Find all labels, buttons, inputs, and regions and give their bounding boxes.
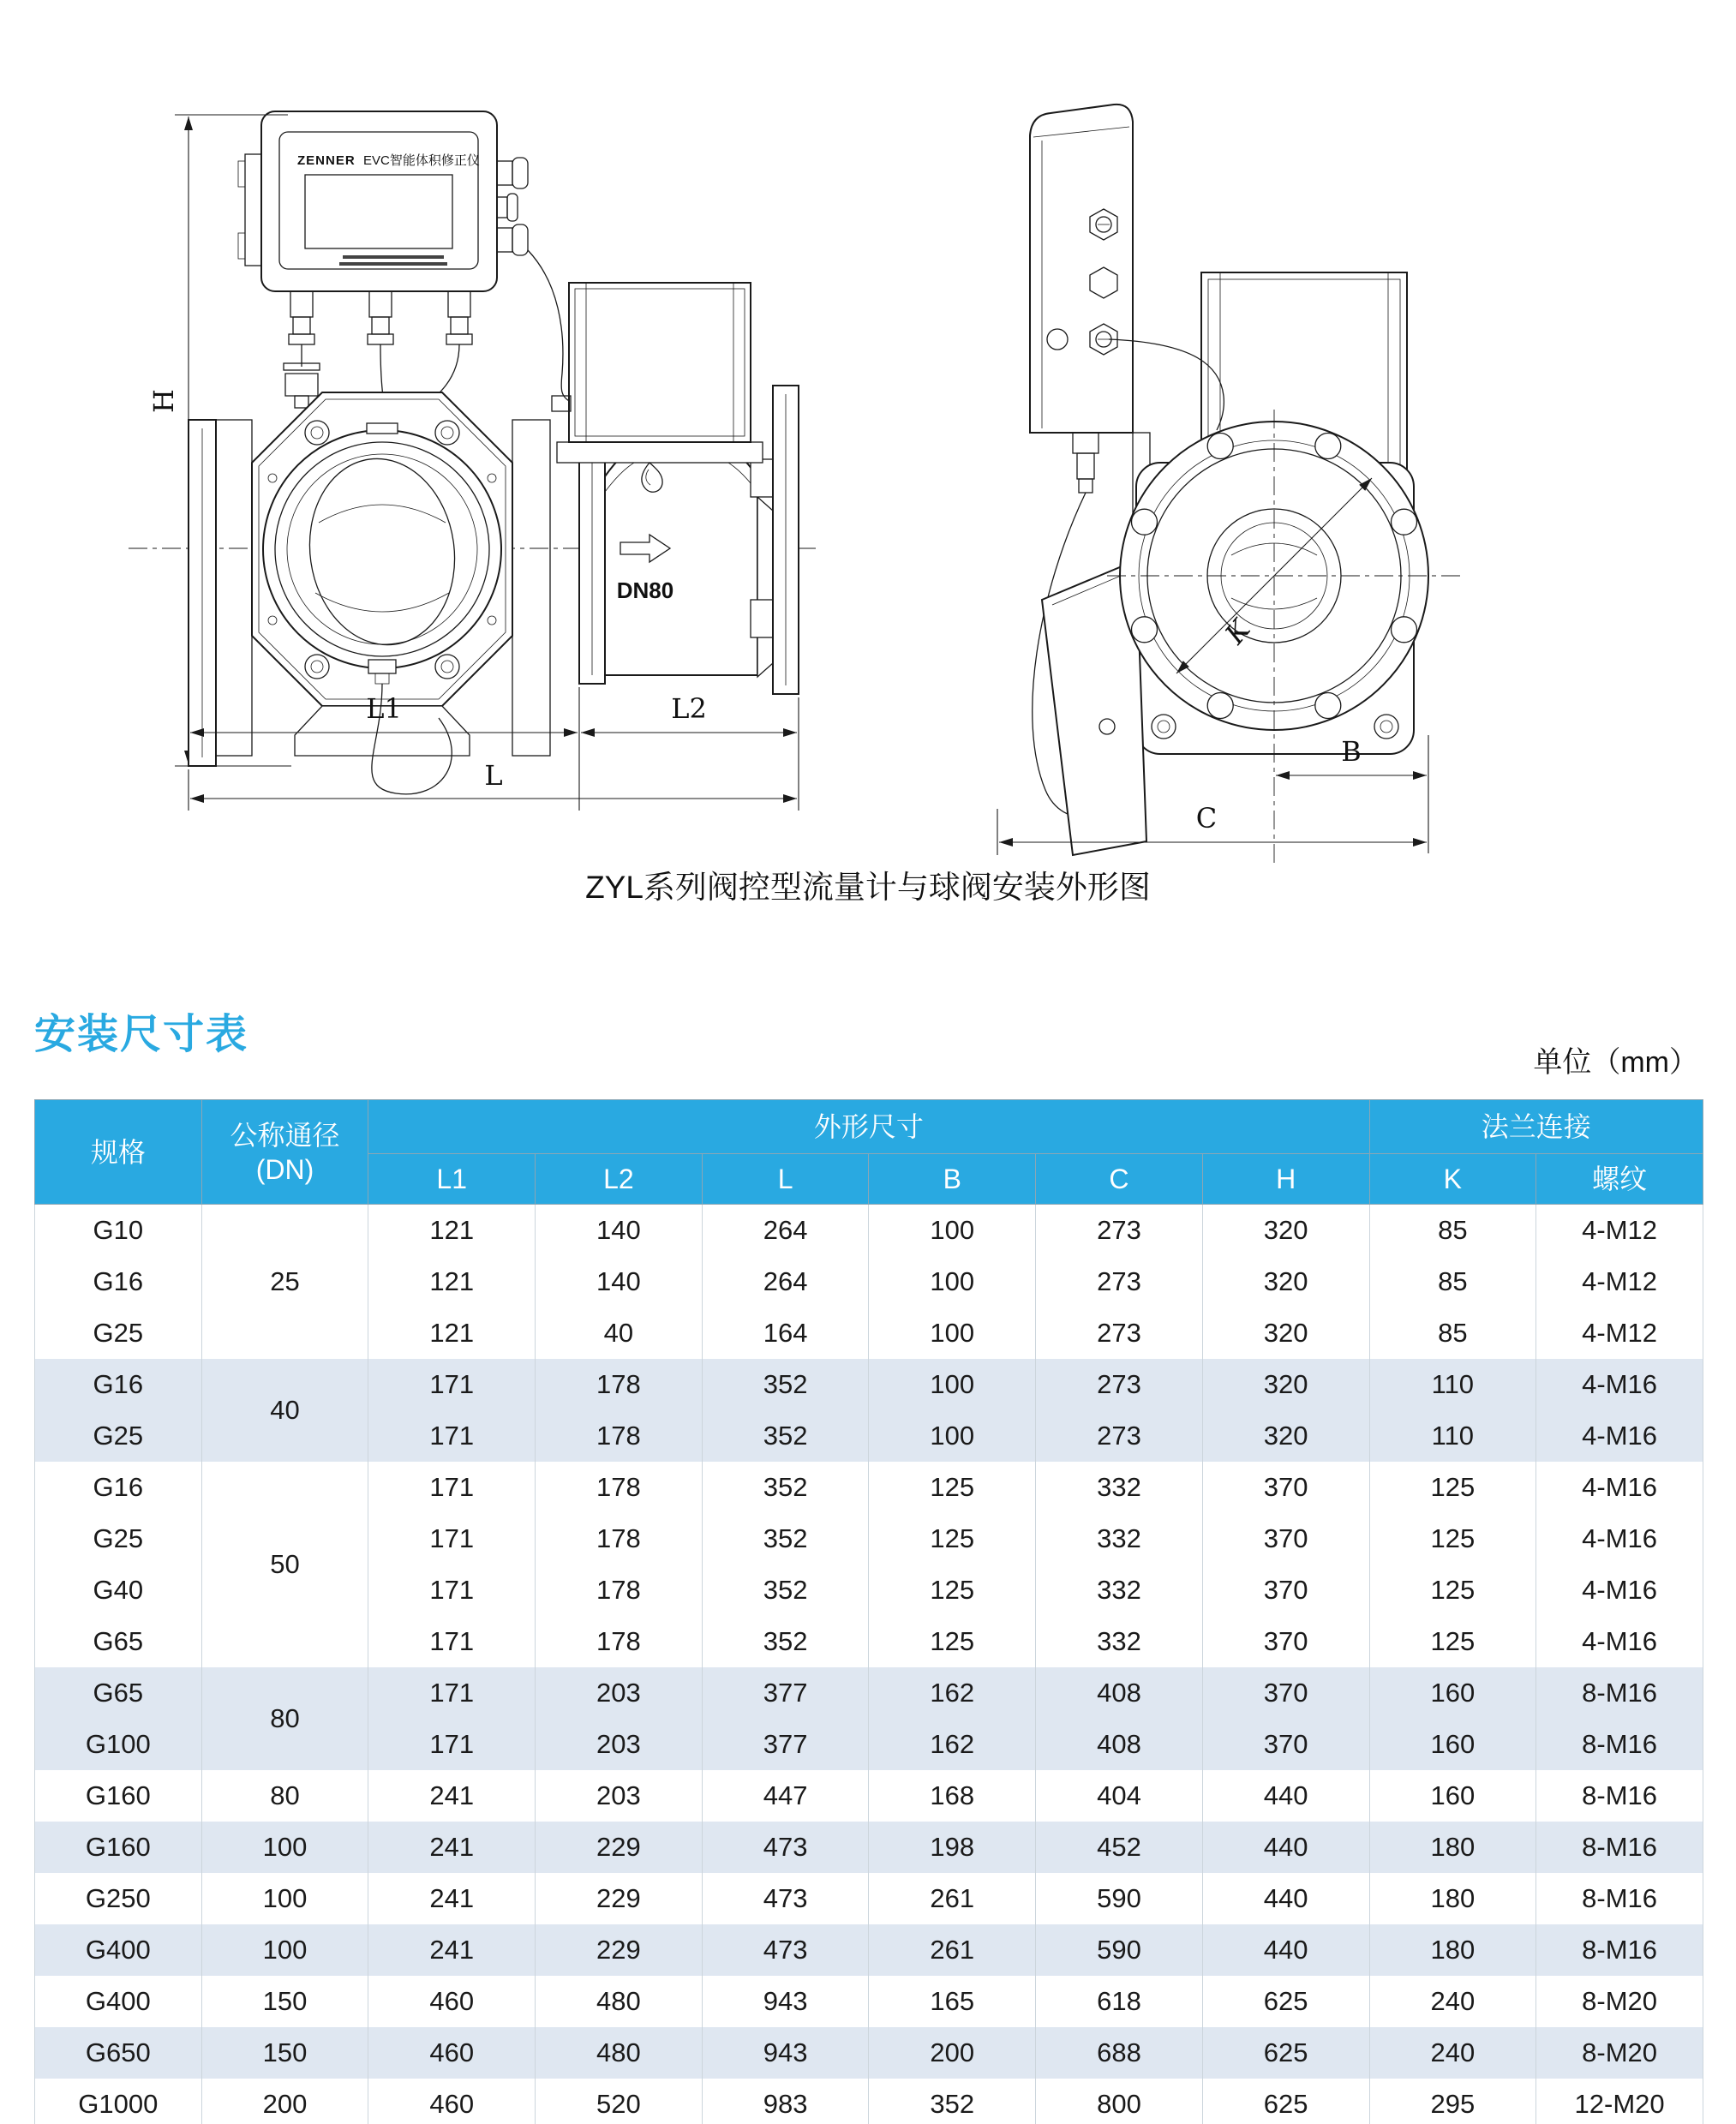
value-cell: 198	[869, 1822, 1036, 1873]
col-header-k: K	[1369, 1154, 1536, 1205]
col-group-flange: 法兰连接	[1369, 1100, 1703, 1154]
value-cell: 40	[536, 1307, 703, 1359]
col-group-outline: 外形尺寸	[368, 1100, 1369, 1154]
value-cell: 4-M16	[1536, 1462, 1703, 1513]
lcd-screen	[305, 175, 452, 248]
dn-cell: 150	[201, 1976, 368, 2027]
value-cell: 447	[702, 1770, 869, 1822]
value-cell: 332	[1036, 1616, 1203, 1667]
value-cell: 164	[702, 1307, 869, 1359]
value-cell: 100	[869, 1359, 1036, 1410]
value-cell: 229	[536, 1822, 703, 1873]
value-cell: 4-M12	[1536, 1256, 1703, 1307]
dn-cell: 200	[201, 2079, 368, 2124]
table-body	[35, 1205, 1703, 2124]
value-cell: 320	[1202, 1205, 1369, 1257]
value-cell: 332	[1036, 1565, 1203, 1616]
value-cell: 273	[1036, 1359, 1203, 1410]
value-cell: 121	[368, 1256, 536, 1307]
spec-cell: G25	[35, 1513, 202, 1565]
dim-label-h: H	[147, 389, 180, 413]
dim-label-k: K	[1218, 613, 1257, 650]
model-label: EVC智能体积修正仪	[363, 153, 480, 168]
valve-actuator	[569, 283, 751, 442]
value-cell: 377	[702, 1667, 869, 1719]
value-cell: 800	[1036, 2079, 1203, 2124]
table-row	[35, 1873, 1703, 1924]
value-cell: 85	[1369, 1205, 1536, 1257]
table-row	[35, 1770, 1703, 1822]
value-cell: 125	[1369, 1462, 1536, 1513]
head-fittings	[284, 291, 472, 408]
value-cell: 264	[702, 1205, 869, 1257]
value-cell: 125	[1369, 1513, 1536, 1565]
dim-label-l1: L1	[366, 692, 402, 725]
value-cell: 320	[1202, 1410, 1369, 1462]
value-cell: 983	[702, 2079, 869, 2124]
value-cell: 162	[869, 1667, 1036, 1719]
value-cell: 4-M16	[1536, 1359, 1703, 1410]
dimensions-table	[34, 1099, 1703, 2124]
value-cell: 320	[1202, 1307, 1369, 1359]
value-cell: 460	[368, 1976, 536, 2027]
value-cell: 171	[368, 1616, 536, 1667]
fine-print-line	[343, 255, 444, 259]
front-view	[129, 111, 821, 811]
spec-cell: G16	[35, 1256, 202, 1307]
value-cell: 125	[869, 1513, 1036, 1565]
value-cell: 125	[869, 1565, 1036, 1616]
spec-cell: G10	[35, 1205, 202, 1257]
dn-cell: 80	[201, 1770, 368, 1822]
value-cell: 125	[869, 1462, 1036, 1513]
cable-glands	[497, 158, 528, 255]
table-row	[35, 1667, 1703, 1719]
value-cell: 203	[536, 1667, 703, 1719]
value-cell: 4-M16	[1536, 1513, 1703, 1565]
spec-cell: G400	[35, 1976, 202, 2027]
value-cell: 171	[368, 1719, 536, 1770]
value-cell: 352	[702, 1410, 869, 1462]
value-cell: 171	[368, 1359, 536, 1410]
dim-label-c: C	[1195, 802, 1218, 835]
value-cell: 261	[869, 1873, 1036, 1924]
value-cell: 180	[1369, 1873, 1536, 1924]
value-cell: 440	[1202, 1873, 1369, 1924]
value-cell: 229	[536, 1873, 703, 1924]
value-cell: 180	[1369, 1822, 1536, 1873]
value-cell: 110	[1369, 1359, 1536, 1410]
value-cell: 125	[1369, 1565, 1536, 1616]
value-cell: 229	[536, 1924, 703, 1976]
dn-cell: 80	[201, 1667, 368, 1770]
value-cell: 320	[1202, 1359, 1369, 1410]
col-header-l2: L2	[536, 1154, 703, 1205]
value-cell: 264	[702, 1256, 869, 1307]
col-header-dn-line2: (DN)	[255, 1153, 314, 1185]
value-cell: 100	[869, 1307, 1036, 1359]
actuator-gland	[552, 396, 571, 411]
value-cell: 241	[368, 1873, 536, 1924]
unit-note: 单位（mm）	[1533, 1046, 1698, 1079]
value-cell: 352	[869, 2079, 1036, 2124]
value-cell: 273	[1036, 1256, 1203, 1307]
dimension-h	[147, 115, 291, 766]
col-header-l1: L1	[368, 1154, 536, 1205]
value-cell: 125	[1369, 1616, 1536, 1667]
table-row	[35, 1976, 1703, 2027]
value-cell: 352	[702, 1359, 869, 1410]
table-row	[35, 1359, 1703, 1410]
value-cell: 520	[536, 2079, 703, 2124]
dn-cell: 40	[201, 1359, 368, 1462]
spec-cell: G160	[35, 1822, 202, 1873]
value-cell: 473	[702, 1822, 869, 1873]
dn-cell: 100	[201, 1873, 368, 1924]
col-header-c: C	[1036, 1154, 1203, 1205]
col-header-dn	[201, 1100, 368, 1205]
meter-body	[189, 392, 550, 794]
value-cell: 8-M16	[1536, 1719, 1703, 1770]
value-cell: 4-M12	[1536, 1307, 1703, 1359]
drawing-caption: ZYL系列阀控型流量计与球阀安装外形图	[585, 870, 1151, 905]
value-cell: 100	[869, 1205, 1036, 1257]
col-header-thread: 螺纹	[1536, 1154, 1703, 1205]
fine-print-line	[339, 262, 447, 266]
value-cell: 203	[536, 1770, 703, 1822]
value-cell: 171	[368, 1410, 536, 1462]
value-cell: 408	[1036, 1719, 1203, 1770]
value-cell: 171	[368, 1513, 536, 1565]
value-cell: 200	[869, 2027, 1036, 2079]
value-cell: 352	[702, 1462, 869, 1513]
dn-cell: 150	[201, 2027, 368, 2079]
display-head-side	[1030, 105, 1150, 561]
value-cell: 241	[368, 1924, 536, 1976]
value-cell: 241	[368, 1822, 536, 1873]
value-cell: 4-M12	[1536, 1205, 1703, 1257]
spec-cell: G25	[35, 1307, 202, 1359]
value-cell: 943	[702, 1976, 869, 2027]
value-cell: 618	[1036, 1976, 1203, 2027]
value-cell: 295	[1369, 2079, 1536, 2124]
value-cell: 100	[869, 1256, 1036, 1307]
col-header-b: B	[869, 1154, 1036, 1205]
dim-label-l: L	[484, 759, 503, 792]
value-cell: 100	[869, 1410, 1036, 1462]
brand-label: ZENNER	[297, 153, 356, 168]
spec-cell: G16	[35, 1359, 202, 1410]
value-cell: 273	[1036, 1205, 1203, 1257]
value-cell: 590	[1036, 1924, 1203, 1976]
value-cell: 352	[702, 1565, 869, 1616]
value-cell: 85	[1369, 1307, 1536, 1359]
value-cell: 4-M16	[1536, 1410, 1703, 1462]
value-cell: 370	[1202, 1667, 1369, 1719]
actuator-base	[557, 442, 763, 463]
table-row	[35, 1822, 1703, 1873]
value-cell: 625	[1202, 1976, 1369, 2027]
value-cell: 85	[1369, 1256, 1536, 1307]
value-cell: 171	[368, 1667, 536, 1719]
value-cell: 332	[1036, 1462, 1203, 1513]
value-cell: 352	[702, 1513, 869, 1565]
value-cell: 240	[1369, 2027, 1536, 2079]
value-cell: 370	[1202, 1719, 1369, 1770]
value-cell: 261	[869, 1924, 1036, 1976]
value-cell: 404	[1036, 1770, 1203, 1822]
value-cell: 408	[1036, 1667, 1203, 1719]
value-cell: 370	[1202, 1462, 1369, 1513]
value-cell: 473	[702, 1873, 869, 1924]
table-row	[35, 1205, 1703, 1257]
spec-cell: G650	[35, 2027, 202, 2079]
value-cell: 178	[536, 1616, 703, 1667]
value-cell: 352	[702, 1616, 869, 1667]
value-cell: 8-M20	[1536, 1976, 1703, 2027]
value-cell: 241	[368, 1770, 536, 1822]
value-cell: 377	[702, 1719, 869, 1770]
value-cell: 4-M16	[1536, 1616, 1703, 1667]
value-cell: 178	[536, 1513, 703, 1565]
value-cell: 8-M16	[1536, 1822, 1703, 1873]
pipe-size-label: DN80	[616, 577, 674, 603]
spec-cell: G25	[35, 1410, 202, 1462]
value-cell: 180	[1369, 1924, 1536, 1976]
value-cell: 943	[702, 2027, 869, 2079]
value-cell: 203	[536, 1719, 703, 1770]
value-cell: 332	[1036, 1513, 1203, 1565]
value-cell: 240	[1369, 1976, 1536, 2027]
value-cell: 121	[368, 1205, 536, 1257]
value-cell: 178	[536, 1565, 703, 1616]
value-cell: 165	[869, 1976, 1036, 2027]
dn-cell: 50	[201, 1462, 368, 1667]
value-cell: 168	[869, 1770, 1036, 1822]
value-cell: 370	[1202, 1565, 1369, 1616]
value-cell: 140	[536, 1256, 703, 1307]
spec-cell: G160	[35, 1770, 202, 1822]
value-cell: 171	[368, 1565, 536, 1616]
dn-cell: 25	[201, 1205, 368, 1360]
dimension-table-wrapper	[34, 1099, 1703, 2124]
value-cell: 125	[869, 1616, 1036, 1667]
value-cell: 320	[1202, 1256, 1369, 1307]
value-cell: 171	[368, 1462, 536, 1513]
value-cell: 480	[536, 2027, 703, 2079]
ball-valve	[552, 283, 799, 694]
dim-label-l2: L2	[671, 692, 707, 725]
value-cell: 8-M16	[1536, 1924, 1703, 1976]
value-cell: 273	[1036, 1410, 1203, 1462]
spec-cell: G65	[35, 1616, 202, 1667]
dn-cell: 100	[201, 1924, 368, 1976]
display-head	[238, 111, 569, 425]
value-cell: 4-M16	[1536, 1565, 1703, 1616]
technical-drawing	[0, 0, 1736, 917]
value-cell: 625	[1202, 2027, 1369, 2079]
table-row	[35, 1924, 1703, 1976]
spec-cell: G250	[35, 1873, 202, 1924]
valve-body	[605, 437, 757, 675]
value-cell: 178	[536, 1410, 703, 1462]
value-cell: 162	[869, 1719, 1036, 1770]
value-cell: 452	[1036, 1822, 1203, 1873]
value-cell: 273	[1036, 1307, 1203, 1359]
value-cell: 8-M16	[1536, 1667, 1703, 1719]
section-title: 安装尺寸表	[34, 1012, 249, 1057]
value-cell: 480	[536, 1976, 703, 2027]
value-cell: 160	[1369, 1667, 1536, 1719]
table-row	[35, 2027, 1703, 2079]
col-header-h: H	[1202, 1154, 1369, 1205]
value-cell: 688	[1036, 2027, 1203, 2079]
value-cell: 370	[1202, 1513, 1369, 1565]
value-cell: 440	[1202, 1822, 1369, 1873]
dim-label-b: B	[1341, 735, 1362, 768]
value-cell: 590	[1036, 1873, 1203, 1924]
spec-cell: G100	[35, 1719, 202, 1770]
value-cell: 8-M20	[1536, 2027, 1703, 2079]
value-cell: 473	[702, 1924, 869, 1976]
value-cell: 370	[1202, 1616, 1369, 1667]
table-header	[35, 1100, 1703, 1205]
mount-bracket	[245, 154, 261, 266]
value-cell: 460	[368, 2027, 536, 2079]
table-row	[35, 1462, 1703, 1513]
side-view	[997, 105, 1462, 865]
value-cell: 160	[1369, 1719, 1536, 1770]
spec-cell: G16	[35, 1462, 202, 1513]
value-cell: 440	[1202, 1770, 1369, 1822]
value-cell: 140	[536, 1205, 703, 1257]
value-cell: 12-M20	[1536, 2079, 1703, 2124]
value-cell: 121	[368, 1307, 536, 1359]
table-row	[35, 2079, 1703, 2124]
value-cell: 460	[368, 2079, 536, 2124]
value-cell: 160	[1369, 1770, 1536, 1822]
spec-cell: G1000	[35, 2079, 202, 2124]
col-header-spec: 规格	[35, 1100, 202, 1205]
dn-cell: 100	[201, 1822, 368, 1873]
value-cell: 625	[1202, 2079, 1369, 2124]
actuator-cable	[528, 250, 569, 401]
value-cell: 8-M16	[1536, 1873, 1703, 1924]
spec-cell: G65	[35, 1667, 202, 1719]
col-header-l: L	[702, 1154, 869, 1205]
value-cell: 110	[1369, 1410, 1536, 1462]
value-cell: 178	[536, 1359, 703, 1410]
value-cell: 178	[536, 1462, 703, 1513]
value-cell: 440	[1202, 1924, 1369, 1976]
dimension-l	[189, 687, 799, 811]
value-cell: 8-M16	[1536, 1770, 1703, 1822]
spec-cell: G400	[35, 1924, 202, 1976]
spec-cell: G40	[35, 1565, 202, 1616]
col-header-dn-line1: 公称通径	[230, 1119, 340, 1151]
